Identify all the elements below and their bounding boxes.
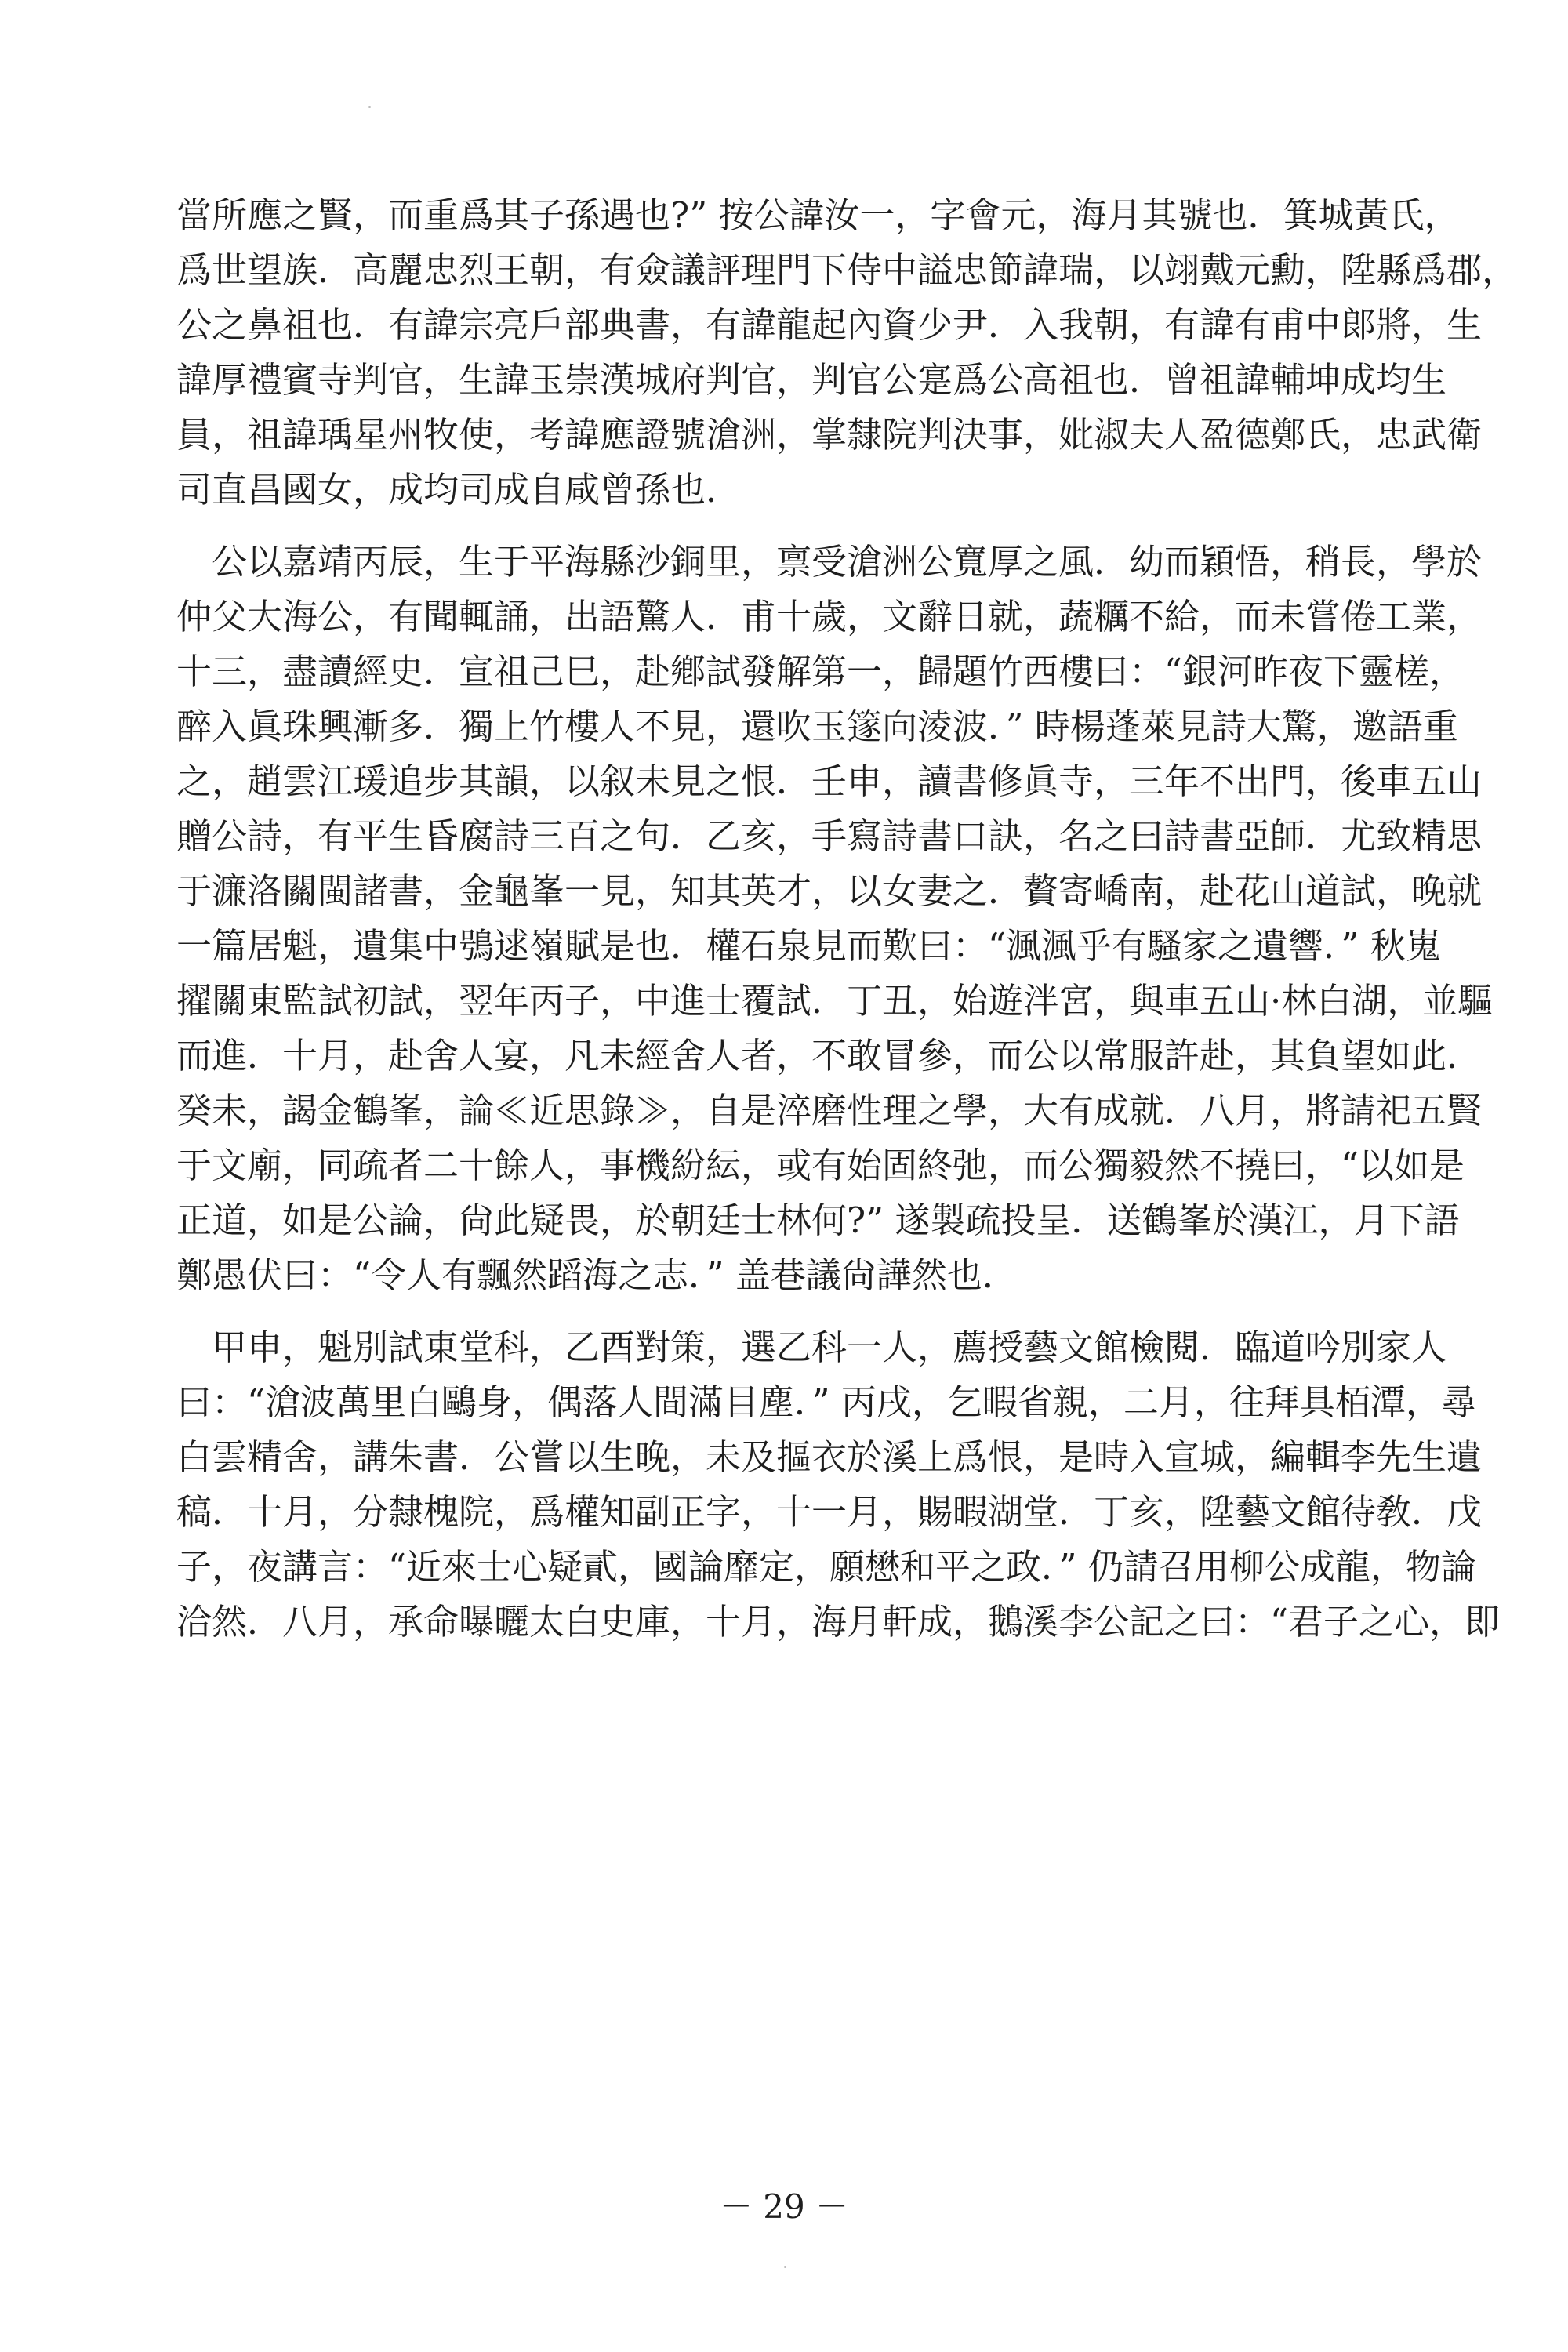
paragraph-gap bbox=[176, 1303, 1407, 1320]
page-number: － 29 － bbox=[719, 2187, 849, 2226]
text-line: 鄭愚伏曰：“令人有飄然蹈海之志．” 盖巷議尙譁然也． bbox=[176, 1254, 1018, 1296]
text-line: 之，趙雲江瑗追步其韻，以叙未見之恨．壬申，讀書修眞寺，三年不出門，後車五山 bbox=[176, 760, 1483, 802]
paragraph-3 bbox=[176, 1320, 1501, 1650]
text-line: 于濂洛關閩諸書，金龜峯一見，知其英才，以女妻之．贅寄嶠南，赴花山道試，晚就 bbox=[176, 870, 1483, 912]
text-line: 一篇居魁，遺集中鴞逑嶺賦是也．權石泉見而歎曰：“渢渢乎有騷家之遺響．” 秋嵬 bbox=[176, 925, 1441, 967]
text-line: 而進．十月，赴舍人宴，凡未經舍人者，不敢冒參，而公以常服許赴，其負望如此． bbox=[176, 1035, 1483, 1076]
text-line: 洽然．八月，承命曝曬太白史庫，十月，海月軒成，鵝溪李公記之曰：“君子之心，即 bbox=[176, 1601, 1501, 1642]
text-line: 贈公詩，有平生昏腐詩三百之句．乙亥，手寫詩書口訣，名之曰詩書亞師．尤致精思 bbox=[176, 815, 1483, 857]
text-line: 仲父大海公，有聞輒誦，出語驚人．甫十歲，文辭日就，蔬糲不給，而未嘗倦工業， bbox=[176, 596, 1483, 637]
text-line: 擢關東監試初試，翌年丙子，中進士覆試．丁丑，始遊泮宮，與車五山·林白湖，並驅 bbox=[176, 980, 1494, 1022]
text-line: 甲申，魁別試東堂科，乙酉對策，選乙科一人，薦授藝文館檢閱．臨道吟別家人 bbox=[176, 1327, 1447, 1368]
text-line: 當所應之賢，而重爲其子孫遇也?” 按公諱汝一，字會元，海月其號也．箕城黃氏， bbox=[176, 194, 1460, 236]
scan-speck bbox=[368, 106, 371, 108]
text-line: 正道，如是公論，尙此疑畏，於朝廷士林何?” 遂製疏投呈．送鶴峯於漢江，月下語 bbox=[176, 1200, 1460, 1241]
text-line: 司直昌國女，成均司成自咸曾孫也． bbox=[176, 469, 742, 510]
text-line: 爲世望族．高麗忠烈王朝，有僉議評理門下侍中謚忠節諱瑞，以翊戴元勳，陞縣爲郡， bbox=[176, 249, 1518, 291]
paragraph-2 bbox=[176, 535, 1494, 1303]
text-line: 十三，盡讀經史．宣祖己巳，赴鄕試發解第一，歸題竹西樓曰：“銀河昨夜下靈槎， bbox=[176, 651, 1465, 692]
scan-speck bbox=[784, 2266, 786, 2268]
text-line: 諱厚禮賓寺判官，生諱玉崇漢城府判官，判官公寔爲公高祖也．曾祖諱輔坤成均生 bbox=[176, 359, 1447, 401]
text-line: 子，夜講言：“近來士心疑貳，國論靡定，願懋和平之政．” 仍請召用柳公成龍，物論 bbox=[176, 1546, 1476, 1588]
body-text bbox=[176, 188, 1518, 1650]
text-line: 白雲精舍，講朱書．公嘗以生晚，未及摳衣於溪上爲恨，是時入宣城，編輯李先生遺 bbox=[176, 1436, 1483, 1478]
text-line: 公之鼻祖也．有諱宗亮戶部典書，有諱龍起內資少尹．入我朝，有諱有甫中郞將，生 bbox=[176, 304, 1483, 346]
paragraph-1 bbox=[176, 188, 1518, 517]
text-line: 員，祖諱瑀星州牧使，考諱應證號滄洲，掌隸院判決事，妣淑夫人盈德鄭氏，忠武衛 bbox=[176, 414, 1483, 456]
text-line: 曰：“滄波萬里白鷗身，偶落人間滿目塵．” 丙戌，乞暇省親，二月，往拜具栢潭，尋 bbox=[176, 1381, 1476, 1423]
text-line: 于文廟，同疏者二十餘人，事機紛紜，或有始固終弛，而公獨毅然不撓曰，“以如是 bbox=[176, 1145, 1465, 1186]
text-line: 癸未，謁金鶴峯，論≪近思錄≫，自是淬磨性理之學，大有成就．八月，將請祀五賢 bbox=[176, 1090, 1483, 1131]
text-line: 公以嘉靖丙辰，生于平海縣沙銅里，禀受滄洲公寬厚之風．幼而穎悟，稍長，學於 bbox=[176, 541, 1483, 583]
paragraph-gap bbox=[176, 517, 1407, 535]
text-line: 醉入眞珠興漸多．獨上竹樓人不見，還吹玉篴向淩波．” 時楊蓬萊見詩大驚，邀語重 bbox=[176, 706, 1458, 747]
text-line: 稿．十月，分隸槐院，爲權知副正字，十一月，賜暇湖堂．丁亥，陞藝文館待敎．戊 bbox=[176, 1491, 1483, 1533]
